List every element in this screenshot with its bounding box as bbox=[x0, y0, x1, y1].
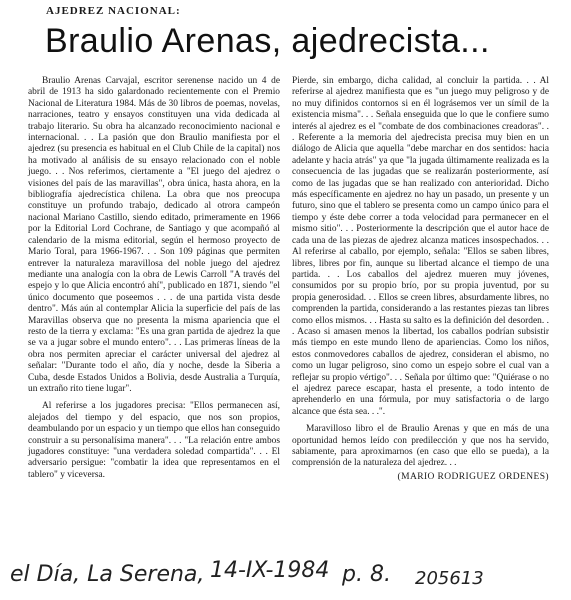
handwritten-date: 14-IX-1984 bbox=[210, 558, 330, 583]
left-paragraph-1: Braulio Arenas Carvajal, escritor serenense nacido un 4 de abril de 1913 ha sido galardonado recientemente con el Premio Nacional de Literatura 1984. Más de 30 libros de poemas, novelas, narraciones, teatro y ensayos constituyen una vida dedicada al trabajo literario. Su obra ha alcanzado reconocimiento nacional e internacional. . . La pasión que don Braulio manifiesta por el ajedrez (su presencia es habitual en el Club Chile de la capital) nos ha motivado al análisis de su ensayo relacionado con el noble juego. . . Nos referimos, ciertamente a "El juego del ajedrez o visiones del país de las maravillas", obra única, hasta ahora, en la bibliografía ajedrecística chilena. La obra que nos preocupa constituye un profundo trabajo, dedicado al otrora campeón nacional Mariano Castillo, siendo editado, primeramente en 1966 por la Editorial Lord Cochrane, de Santiago y que acompañó al calendario de la misma editorial, según el hermoso proyecto de Mario Toral, para 1966-1967. . . Son 109 páginas que permiten entrever la naturaleza maravillosa del noble juego del ajedrez mediante una analogía con la obra de Lewis Carroll "A través del espejo y lo que Alicia encontró ahí", publicado en 1871, siendo "el único documento que poseemos . . . de una partida vista desde dentro". Más aún al contemplar Alicia la superficie del país de las Maravillas observa que no presenta la misma apariencia que el resto de la tierra y exclama: "Es una gran partida de ajedrez la que se va a jugar sobre el mundo entero". . . Las primeras líneas de la obra nos permiten apreciar el carácter universal del ajedrez al señalar: "Durante todo el año, día y noche, desde la Siberia a Cuba, desde Estados Unidos a Bolivia, desde Australia a Turquía, un extraño rito tiene lugar". bbox=[28, 76, 280, 394]
left-paragraph-2: Al referirse a los jugadores precisa: "Ellos permanecen así, alejados del tiempo y del espacio, que nos son propios, deambulando por un espacio y un tiempo que ellos han conseguido construir a su personalísima manera". . . "La relación entre ambos jugadores constituye: "una verdadera soledad compartida". . . El adversario persigue: "combatir la idea que representamos en el tablero" y viceversa. bbox=[28, 401, 280, 480]
right-column bbox=[292, 76, 549, 483]
handwritten-page: p. 8. bbox=[342, 562, 391, 587]
right-paragraph-2: Maravilloso libro el de Braulio Arenas y que en más de una oportunidad hemos leído con predilección y que nos ha servido, sabiamente, para aproximarnos (en caso que ello se pueda), a la comprensión de la naturaleza del ajedrez. . . bbox=[292, 424, 549, 469]
article-headline: Braulio Arenas, ajedrecista... bbox=[45, 22, 490, 60]
right-paragraph-1: Pierde, sin embargo, dicha calidad, al concluir la partida. . . Al referirse al ajedrez manifiesta que es "un juego muy peligroso y de no muy difinidos contornos si en él lográsemos ver un símil de la existencia misma". . . Señala enseguida que lo que le confiere sumo interés al ajedrez es el "combate de dos combinaciones creadoras". . . Referente a la memoria del ajedrecista precisa muy bien en un diálogo de Alicia que aquella "debe marchar en dos sentidos: hacia adelante y hacia atrás" ya que "la jugada últimamente realizada es la consecuencia de las jugadas que se realizarán posteriormente, así como de las jugadas que se han realizado con anterioridad. Dicho más específicamente en ajedrez no hay un pasado, un presente y un futuro, sino que el tablero se presenta como un campo único para el tiempo y éste debe correr a toda velocidad para permanecer en el mismo sitio". . . Posteriormente la descripción que el autor hace de cada una de las piezas de ajedrez alcanza matices insospechados. . . Al referirse al caballo, por ejemplo, señala: "Ellos se saben libres, libres, libres por fin, aunque su libertad alcance el tiempo de una partida. . . Los caballos del ajedrez mueren muy jóvenes, consumidos por su propio brío, por su propia juventud, por su propia generosidad. . . Ellos se creen libres, absurdamente libres, no comprenden la partida, considerando a las restantes piezas tan libres como ellos mismos. . . Hasta su salto es la definición del desorden. . . Acaso si amasen menos la libertad, los caballos podrían subsistir más tiempo en este mundo lleno de apariencias. Como los niños, estos conmovedores caballos de ajedrez, consideran el abismo, no como un lugar peligroso, sino como un espejo sobre el cual van a reflejar su propio vértigo". . . Señala por último que: "Quiérase o no el ajedrez parece escapar, hasta el presente, a todo intento de aprehenderlo en una fórmula, por muy satisfactoria o de largo alcance que ésta sea. . .". bbox=[292, 76, 549, 417]
handwritten-source: el Día, La Serena, bbox=[10, 562, 205, 587]
handwritten-source-note bbox=[10, 558, 565, 598]
author-byline: (MARIO RODRIGUEZ ORDENES) bbox=[397, 471, 549, 482]
handwritten-catalog-number: 205613 bbox=[415, 568, 484, 589]
section-kicker: AJEDREZ NACIONAL: bbox=[46, 5, 181, 17]
left-column bbox=[28, 76, 280, 481]
